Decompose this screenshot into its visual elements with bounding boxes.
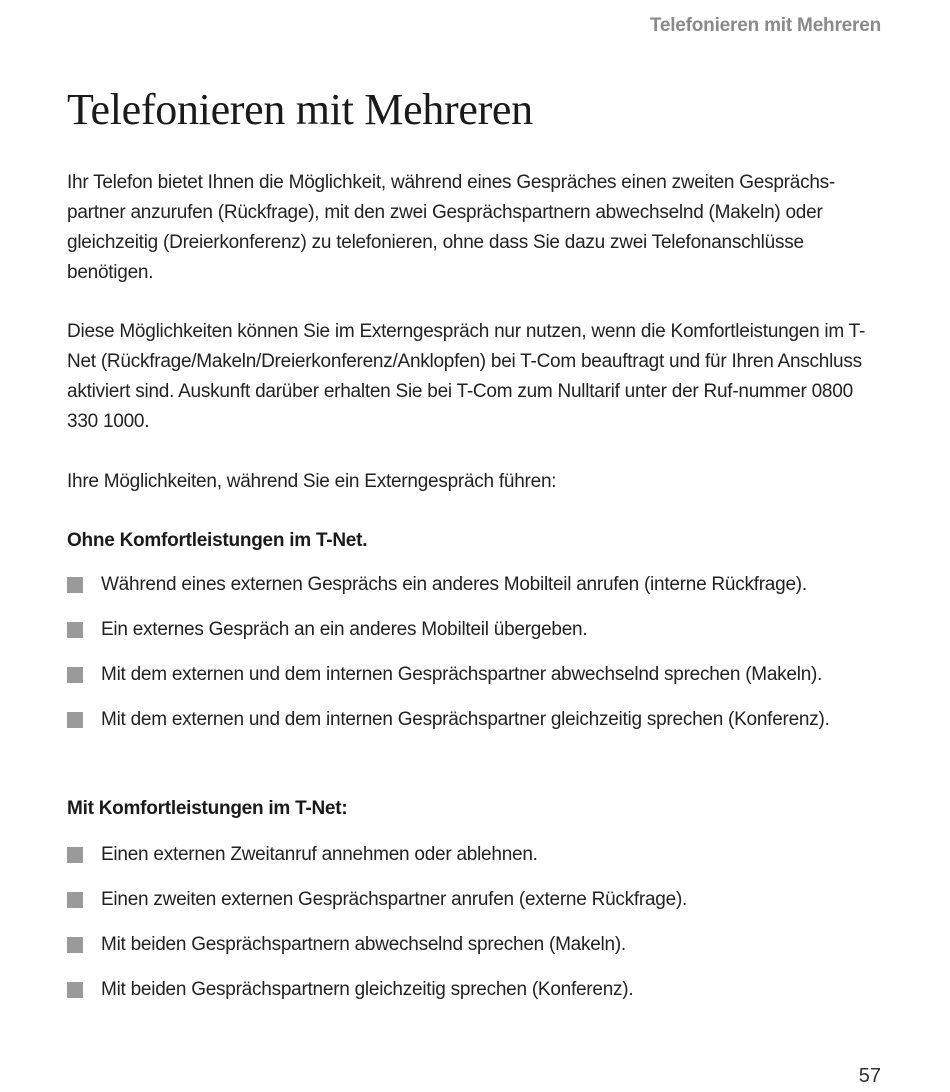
bullet-list-without-comfort	[67, 570, 830, 750]
bullet-list-with-comfort	[67, 840, 687, 1020]
square-bullet-icon	[67, 577, 83, 593]
square-bullet-icon	[67, 847, 83, 863]
list-item-text: Mit dem externen und dem internen Gesprächspartner abwechselnd sprechen (Makeln).	[101, 664, 823, 685]
square-bullet-icon	[67, 937, 83, 953]
list-item-text: Ein externes Gespräch an ein anderes Mobilteil übergeben.	[101, 619, 588, 640]
section-heading-with-comfort: Mit Komfortleistungen im T-Net:	[67, 798, 348, 819]
list-item-text: Einen externen Zweitanruf annehmen oder ablehnen.	[101, 844, 538, 865]
list-item-text: Mit dem externen und dem internen Gesprächspartner gleichzeitig sprechen (Konferenz).	[101, 709, 830, 730]
square-bullet-icon	[67, 667, 83, 683]
page-number: 57	[858, 1065, 881, 1087]
square-bullet-icon	[67, 982, 83, 998]
list-item	[67, 570, 830, 600]
list-item	[67, 840, 687, 870]
options-intro-paragraph: Ihre Möglichkeiten, während Sie ein Externgespräch führen:	[67, 471, 557, 492]
page-title: Telefonieren mit Mehreren	[67, 85, 533, 134]
requirements-paragraph: Diese Möglichkeiten können Sie im Externgespräch nur nutzen, wenn die Komfortleistungen im T-Net (Rückfrage/Makeln/Dreierkonferenz/Anklopfen) bei T-Com beauftragt und für Ihren Anschluss aktiviert sind. Auskunft darüber erhalten Sie bei T-Com zum Nulltarif unter der Ruf-nummer 0800 330 1000.	[67, 321, 866, 432]
square-bullet-icon	[67, 622, 83, 638]
section-heading-without-comfort: Ohne Komfortleistungen im T-Net.	[67, 530, 368, 551]
list-item-text: Mit beiden Gesprächspartnern abwechselnd sprechen (Makeln).	[101, 934, 626, 955]
list-item	[67, 660, 830, 690]
square-bullet-icon	[67, 712, 83, 728]
list-item-text: Während eines externen Gesprächs ein anderes Mobilteil anrufen (interne Rückfrage).	[101, 574, 807, 595]
list-item-text: Einen zweiten externen Gesprächspartner anrufen (externe Rückfrage).	[101, 889, 688, 910]
intro-paragraph: Ihr Telefon bietet Ihnen die Möglichkeit, während eines Gespräches einen zweiten Gesprächs-partner anzurufen (Rückfrage), mit den zwei Gesprächspartnern abwechselnd (Makeln) oder gleichzeitig (Dreierkonferenz) zu telefonieren, ohne dass Sie dazu zwei Telefonanschlüsse benötigen.	[67, 172, 835, 283]
list-item	[67, 705, 830, 735]
list-item	[67, 885, 687, 915]
list-item	[67, 975, 687, 1005]
list-item	[67, 615, 830, 645]
list-item-text: Mit beiden Gesprächspartnern gleichzeitig sprechen (Konferenz).	[101, 979, 634, 1000]
list-item	[67, 930, 687, 960]
square-bullet-icon	[67, 892, 83, 908]
running-header: Telefonieren mit Mehreren	[649, 15, 881, 36]
